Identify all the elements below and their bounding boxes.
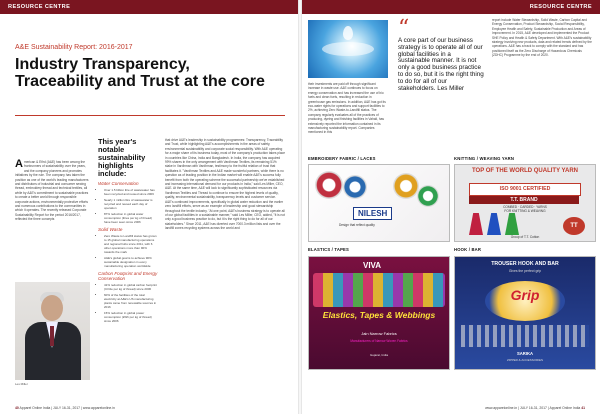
- list-item: • Zero Waste to Landfill status has grown to 15 global manufacturing operations and regional hubs since 2011, with 6 other operations more than 90% towards the mark: [104, 234, 158, 254]
- ad-viva[interactable]: [308, 256, 450, 370]
- list-item: • 15% reduction in global power consumption (kWh per kg of thread) since 2006: [104, 311, 158, 323]
- grip-logo: Grip: [510, 287, 540, 303]
- nilesh-tagline: Design that reflect quality: [339, 223, 375, 227]
- list-item: • A&E's global goal is to achieve 90% sustainable designation in every manufacturing operation worldwide: [104, 256, 158, 268]
- list-item: • 41% reduction in global carbon footprint (CO2e per kg of thread) since 2006: [104, 283, 158, 291]
- highlights-title: This year's notable sustainability highlights include:: [98, 137, 146, 178]
- lace-roll-blue: [343, 175, 367, 199]
- highlights-list-carbon: [98, 283, 158, 323]
- lace-roll-red: [315, 171, 343, 199]
- right-footer: www.apparelonline.in | JULY 16-31, 2017 | Apparel Online India 41: [485, 406, 585, 410]
- tt-badge: TT: [563, 217, 585, 235]
- footer-date: JULY 16-31, 2017: [519, 406, 547, 410]
- footer-url: www.apparelonline.in: [485, 406, 518, 410]
- highlights-heading-water: Water Conservation: [98, 181, 139, 186]
- left-footer: 40 Apparel Online India | JULY 16-31, 2017 | www.apparelonline.in: [15, 406, 115, 410]
- viva-logo: VIVA: [363, 261, 382, 270]
- headline-rule: [15, 115, 285, 116]
- list-item: • Over 1.5 billion litre of wastewater has been recycled and reused since 2006: [104, 188, 158, 196]
- quote-mark-icon: “: [398, 16, 410, 41]
- intro-column: [15, 160, 90, 222]
- pull-quote: A core part of our business strategy is to operate all of our global facilities in a sustainable manner. It is not only a good business practice to do so, but it is the right thing to do for all of our stakeholders. Les Miller: [398, 37, 484, 92]
- photo-caption: Les Miller: [15, 382, 28, 386]
- water-splash: [322, 42, 374, 56]
- section-label: RESOURCE CENTRE: [0, 0, 298, 14]
- continued-column: their investments are paid off through significant increase in waste use. A&E continues to focus on energy conservation and has increased the use of bio fuels and clean fuels, resulting in reduction in greenhouse gas emissions. In addition, A&E has got its eco-water rights for operations and support facilities to 2%, achieving Zero Waste-to-Landfill status. The company regularly evaluates all of the practices of producing, dyeing and finishing facilities in Vahali, has extensively reported the information contained in its manufacturing sustainability report. Companies mentioned in this: [308, 82, 386, 135]
- viva-address: Gujarat, India: [369, 353, 388, 357]
- list-item: • Nearly 1 million litre of wastewater is recycled and reused each day of operation: [104, 198, 158, 210]
- footer-publication: Apparel Online India: [19, 406, 51, 410]
- yarn-cone-red: [469, 213, 483, 235]
- tt-headline: TOP OF THE WORLD QUALITY YARN: [471, 168, 578, 174]
- highlights-heading-waste: Solid Waste: [98, 227, 123, 232]
- tt-line-3: Group of T.T. Cotton: [510, 235, 540, 239]
- ceo-photo: [15, 282, 90, 380]
- viva-company: Jain Narrow Fabrics: [361, 331, 397, 336]
- highlights-box: [98, 138, 158, 325]
- grip-subhead: Gives the perfect grip: [508, 269, 542, 273]
- section-hook: HOOK / BAR: [454, 247, 482, 252]
- grip-brand: SARIKA: [516, 351, 534, 356]
- section-label: RESOURCE CENTRE: [302, 0, 600, 14]
- yarn-cone-green: [505, 213, 519, 235]
- ad-nilesh[interactable]: [308, 164, 450, 242]
- footer-page-number: 41: [581, 406, 585, 410]
- elastic-rolls: [313, 273, 445, 307]
- footer-publication: Apparel Online India: [549, 406, 581, 410]
- grip-headline: TROUSER HOOK AND BAR: [491, 261, 559, 267]
- viva-headline: Elastics, Tapes & Webbings: [322, 310, 436, 320]
- tt-iso: ISO 9001 CERTIFIED: [469, 183, 581, 196]
- right-page: [302, 0, 600, 414]
- body-column: that drive A&E's leadership in sustainability programmes: Transparency, Traceability and Trust, while highlighting A&E's accomplishments in the areas of safety, environmental sustainability and corporate social responsibility. With A&E operating for a major share of its business today, most of the company's production takes place in countries like China, India and Bangladesh. In India, the company has acquired 99% shares in the only arrangement with Vardhman Textiles, its remaining 51% stake in Vardhman with Vardhman, testimony to the fruitful relation of trust that facilitates it. "Vardhman Textiles and A&E made wonderful partners, while there is no question as of leading position in the Indian market will enable A&E's success fully benefit from both the operating scheme the successful partnership we've established and increasing international demand for our products in India," said Les Miller, CEO, A&E. At the same time, A&E will look to significantly sophisticated resources via Vardhman Textiles and Thread to continue to ensure the highest levels of quality, quality, environmental sustainability, transparency levels and customer service. A&E's continued improvements, specifically in global water reduction and the earlier zero landfill efforts, serve as an example of leadership and good stewardship throughout the textile industry. "At one point, A&E's business strategy is to operate all of our global facilities in a sustainable manner," said Les Miller, CEO, added, "It is not only a good business practice to do, but it is the right thing to do for all of our stakeholders." Since 2011, A&E has diverted over 7000.3 million lists and over the landfill zones recycling systems across the world and: [165, 138, 285, 231]
- footer-url: www.apparelonline.in: [82, 406, 115, 410]
- water-photo: [308, 20, 388, 78]
- lace-roll-green: [417, 185, 439, 207]
- article-headline: Industry Transparency, Traceability and Trust at the core: [15, 56, 265, 90]
- left-page: [0, 0, 298, 414]
- ad-tt-brand[interactable]: [454, 164, 596, 242]
- grip-brand-sub: ZIPPER & ACCESSORIES: [506, 358, 543, 362]
- highlights-list-waste: [98, 234, 158, 268]
- section-elastics: ELASTICS / TAPES: [308, 247, 350, 252]
- tt-brand: T.T. BRAND: [469, 196, 579, 204]
- footer-page-number: 40: [15, 406, 19, 410]
- yarn-cone-blue: [487, 213, 501, 235]
- viva-tagline: Manufacturers of Narrow Woven Fabrics: [350, 339, 408, 343]
- nilesh-logo: NILESH: [353, 207, 392, 220]
- closing-column: report include Water Stewardship, Solid Waste, Carbon Capital and Energy Conservation, Product Stewardship, Social Responsibility, Employee Health and Safety, Sustainable Production and Areas of Improvement. In 2015, A&E developed and implemented the Product SHE Policy and Health & Safety Department. With A&E's sustainability strategy involving new products, data and related trends defined by the operations. A&E has a track to comply with the standard and has positioned itself as the Zero Discharge of Hazardous Chemicals (ZDHC) Programme by the end of 2020.: [492, 18, 592, 58]
- section-knitting: KNITTING / WEAVING YARN: [454, 156, 515, 161]
- intro-text: merican & Efird (A&E) has been among the frontrunners of sustainability over the years, and the company pioneers and promotes initiatives by the rule. The company has taken the position as one of the world's leading manufacturers and distributors of industrial and consumer sewing thread, embroidery thread and technical textiles, all while by A&E's commitment to sustainable practices to create a better world through responsible corporate actions, environmentally protective efforts and numerous contributions to the communities in which it operates. The recently released Corporate Sustainability Report for the period 2016/2017, reflected the three concepts: [15, 160, 89, 222]
- lace-roll-yellow: [393, 173, 419, 199]
- drop-cap: A: [15, 158, 23, 170]
- tt-line-2: FOR KNITTING & WEAVING: [504, 209, 546, 213]
- photo-head: [41, 295, 63, 321]
- highlights-heading-carbon: Carbon Footprint and Energy Conservation: [98, 271, 158, 281]
- ad-grip[interactable]: [454, 256, 596, 370]
- article-kicker: A&E Sustainability Report: 2016-2017: [15, 44, 133, 51]
- section-embroidery: EMBROIDERY FABRIC / LACES: [308, 156, 376, 161]
- tt-line-1: COMBED · CARDED · YARNS: [503, 205, 547, 209]
- highlights-list-water: [98, 188, 158, 224]
- hook-bar-strip: [461, 325, 589, 347]
- list-item: • 60% of the facilities of the total electricity at A&E's US manufacturing plants came from renewable sources in 2016: [104, 293, 158, 309]
- photo-tie: [50, 326, 54, 346]
- water-drop: [343, 26, 353, 40]
- footer-date: JULY 16-31, 2017: [53, 406, 81, 410]
- list-item: • 87% reduction in global water consumption (litres per kg of thread) have been seen since 2006: [104, 212, 158, 224]
